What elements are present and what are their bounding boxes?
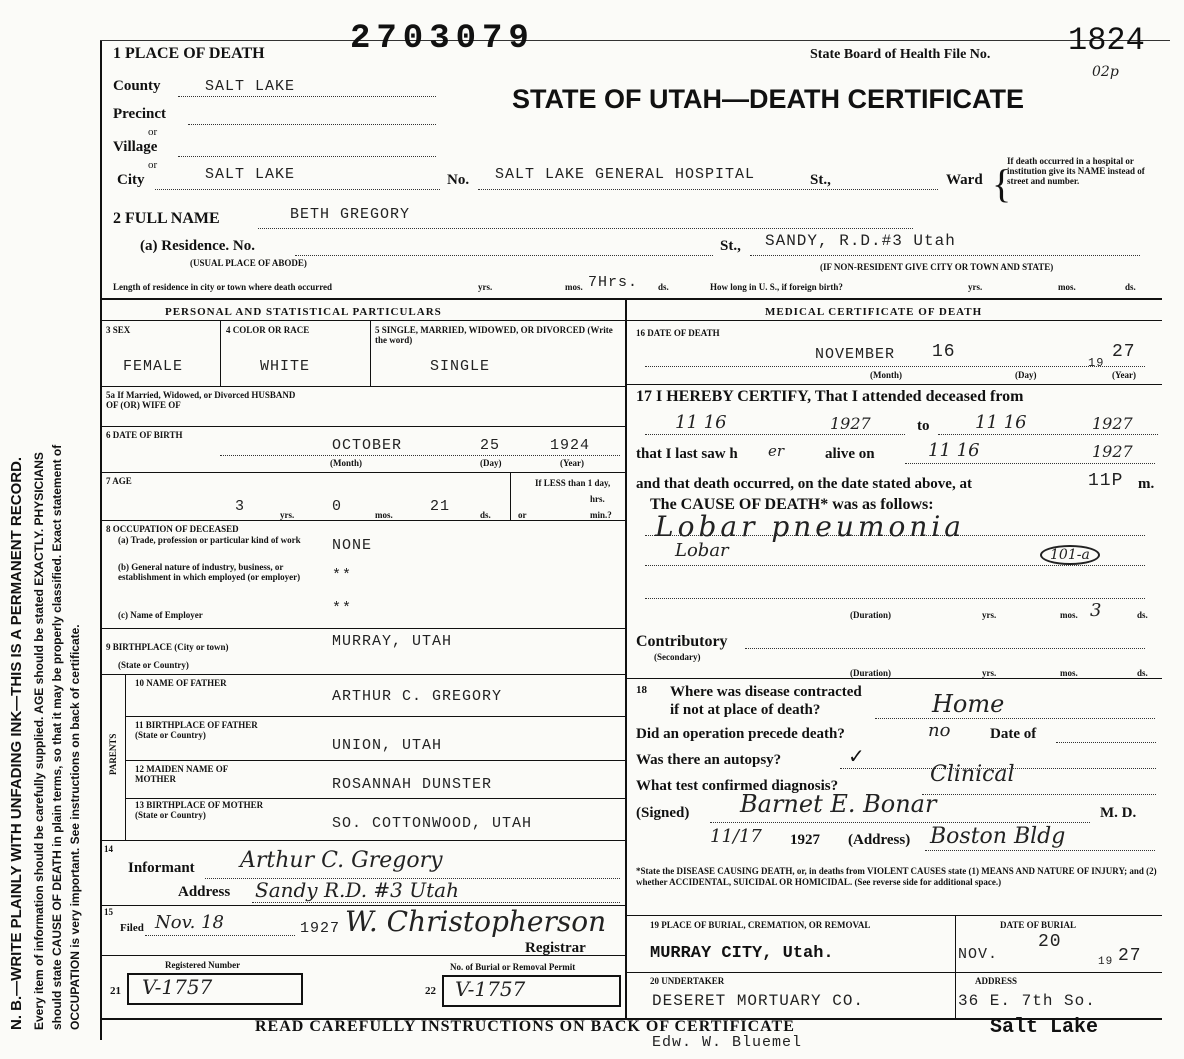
length-of-residence-label: Length of residence in city or town where death occurred xyxy=(113,282,333,292)
burial-day: 20 xyxy=(1038,932,1062,952)
sidebar-line-4: OCCUPATION is very important. See instructions on back of certificate. xyxy=(68,624,82,1030)
color-value: WHITE xyxy=(260,358,311,375)
document-title: STATE OF UTAH—DEATH CERTIFICATE xyxy=(512,84,1024,114)
violent-cause-note: *State the DISEASE CAUSING DEATH, or, in deaths from VIOLENT CAUSES state (1) MEANS AND NATURE OF INJURY; and (2) whether ACCIDENTAL, SUICIDAL OR HOMICIDAL. (See reverse side for additional space.) xyxy=(636,866,1157,887)
file-number: 1824 xyxy=(1068,22,1145,59)
attend-to: 11 16 xyxy=(975,412,1027,433)
sidebar-line-3: should state CAUSE OF DEATH in plain terms, so that it may be properly classified. Exact statement of xyxy=(50,444,64,1030)
operation-value: no xyxy=(928,720,951,741)
physician-address: Boston Bldg xyxy=(930,824,1066,849)
signed-date: 11/17 xyxy=(710,826,762,847)
ward-label: Ward xyxy=(946,172,983,188)
cause-of-death: Lobar pneumonia xyxy=(655,510,966,543)
residence-value: SANDY, R.D.#3 Utah xyxy=(765,232,956,250)
frame-top xyxy=(100,40,1170,41)
burial-month: NOV. xyxy=(958,946,999,963)
test-value: Clinical xyxy=(930,762,1015,787)
registered-number: V-1757 xyxy=(142,975,213,999)
full-name-label: 2 FULL NAME xyxy=(113,210,220,227)
contributory-label: Contributory xyxy=(636,633,728,650)
mother-birthplace-value: SO. COTTONWOOD, UTAH xyxy=(332,815,533,832)
autopsy-value: ✓ xyxy=(848,746,865,768)
frame-left xyxy=(100,40,102,1040)
parents-label: PARENTS xyxy=(108,733,118,775)
mother-value: ROSANNAH DUNSTER xyxy=(332,776,493,793)
certificate-number: 2703079 xyxy=(350,20,535,58)
county-value: SALT LAKE xyxy=(205,78,296,95)
date-of-death-day: 16 xyxy=(932,342,956,362)
medical-heading: MEDICAL CERTIFICATE OF DEATH xyxy=(765,306,983,318)
registrar-signature: W. Christopherson xyxy=(345,905,607,938)
personal-heading: PERSONAL AND STATISTICAL PARTICULARS xyxy=(165,306,442,318)
registrar-label: Registrar xyxy=(525,940,586,956)
filed-date: Nov. 18 xyxy=(155,912,224,933)
undertaker-city: Salt Lake xyxy=(990,1016,1099,1039)
precinct-label: Precinct xyxy=(113,106,167,122)
undertaker-address: 36 E. 7th So. xyxy=(958,992,1096,1010)
section-divider xyxy=(100,298,1162,300)
county-label: County xyxy=(113,78,161,94)
dob-year: 1924 xyxy=(550,437,591,454)
footer-instructions: READ CAREFULLY INSTRUCTIONS ON BACK OF CERTIFICATE xyxy=(255,1018,795,1035)
sidebar-line-1: N. B.—WRITE PLAINLY WITH UNFADING INK—THIS IS A PERMANENT RECORD. xyxy=(8,456,25,1030)
age-months: 0 xyxy=(332,498,343,515)
sidebar-instructions xyxy=(0,40,95,1040)
birthplace-value: MURRAY, UTAH xyxy=(332,633,453,650)
father-birthplace-value: UNION, UTAH xyxy=(332,737,443,754)
undertaker-value: DESERET MORTUARY CO. xyxy=(652,992,865,1010)
informant-address-value: Sandy R.D. #3 Utah xyxy=(255,878,459,902)
informant-value: Arthur C. Gregory xyxy=(240,848,443,873)
death-certificate: N. B.—WRITE PLAINLY WITH UNFADING INK—THIS IS A PERMANENT RECORD. Every item of information should be carefully supplied. AGE should be stated EXACTLY. PHYSICIANS should state CAUSE OF DEATH in plain terms, so that it may be properly classified. Exact statement of OCCUPATION is very important. See instructions on back of certificate. 1 PLACE OF DEATH 2703079 State Board of Health File No. 1824 02p STATE OF UTAH—DEATH CERTIFICATE County SALT LAKE Precinct or Village or City SALT LAKE No. SALT LAKE GENERAL HOSPITAL St., Ward { If death occurred in a hospital or institution give its NAME instead of street and number. 2 FULL NAME BETH GREGORY (a) Residence. No. (USUAL PLACE OF ABODE) St., SANDY, R.D.#3 Utah (IF NON-RESIDENT GIVE CITY OR TOWN AND STATE) Length of residence in city or town where death occurred yrs. mos. 7Hrs. ds. How long in U. S., if foreign birth? yrs. mos. ds. PERSONAL AND STATISTICAL PARTICULARS 3 SEX FEMALE 4 COLOR OR RACE WHITE 5 SINGLE, MARRIED, WIDOWED, OR DIVORCED (Write the word) SINGLE 5a If Married, Widowed, or Divorced HUSBAND OF (OR) WIFE OF 6 DATE OF BIRTH OCTOBER 25 1924 (Month) (Day) (Year) 7 AGE 3 yrs. 0 mos. 21 ds. If LESS than 1 day, hrs. or min.? 8 OCCUPATION OF DECEASED (a) Trade, profession or particular kind of work NONE (b) General nature of industry, business, or establishment in which employed (or employer) ** (c) Name of Employer ** 9 BIRTHPLACE (City or town) MURRAY, UTAH (State or Country) PARENTS 10 NAME OF FATHER ARTHUR C. GREGORY 11 BIRTHPLACE OF FATHER (State or Country) UNION, UTAH 12 MAIDEN NAME OF MOTHER ROSANNAH DUNSTER 13 BIRTHPLACE OF MOTHER (State or Country) SO. COTTONWOOD, UTAH 14 Informant Arthur C. Gregory Address Sandy R.D. #3 Utah 15 Filed Nov. 18 1927 W. Christopherson Registrar Registered Number 21 V-1757 No. of Burial or Removal Permit 22 V-1757 MEDICAL CERTIFICATE OF DEATH 16 DATE OF DEATH NOVEMBER 16 19 27 (Month) (Day) (Year) 17 I HEREBY CERTIFY, That I attended deceased from 11 16 1927 to 11 16 1927 that I last saw h er alive on 11 16 1927 and that death occurred, on the date stated above, at 11P m. The CAUSE OF DEATH* was as follows: Lobar pneumonia Lobar 101-a (Duration) yrs. mos. 3 ds. Contributory (Secondary) (Duration) yrs. mos. ds. 18 Where was disease contracted if not at place of death? Home Did an operation precede death? no Date of Was there an autopsy? ✓ What test confirmed diagnosis? Clinical (Signed) Barnet E. Bonar M. D. 11/17 1927 (Address) Boston Bldg *State the DISEASE CAUSING DEATH, or, in deaths from VIOLENT CAUSES state (1) MEANS AND NATURE OF INJURY; and (2) whether ACCIDENTAL, SUICIDAL OR HOMICIDAL. (See reverse side for additional space.) 19 PLACE OF BURIAL, CREMATION, OR REMOVAL MURRAY CITY, Utah. DATE OF BURIAL NOV. 20 19 27 20 UNDERTAKER DESERET MORTUARY CO. ADDRESS 36 E. 7th So. READ CAREFULLY INSTRUCTIONS ON BACK OF CERTIFICATE Salt Lake Edw. W. Bluemel xyxy=(0,0,1184,1059)
certify-label: 17 I HEREBY CERTIFY, That I attended deceased from xyxy=(636,388,1024,405)
place-of-death-label: 1 PLACE OF DEATH xyxy=(113,45,265,62)
physician-signature: Barnet E. Bonar xyxy=(740,790,937,818)
duration-months: 3 xyxy=(1090,600,1102,621)
dob-month: OCTOBER xyxy=(332,437,403,454)
date-of-death-year: 27 xyxy=(1112,342,1136,362)
column-divider xyxy=(625,298,627,1018)
burial-year: 27 xyxy=(1118,946,1142,966)
contracted-value: Home xyxy=(932,690,1005,718)
informant-address-label: Address xyxy=(178,884,231,900)
ward-note: If death occurred in a hospital or institution give its NAME instead of street and number. xyxy=(1007,156,1145,186)
file-note: 02p xyxy=(1092,64,1119,80)
dob-day: 25 xyxy=(480,437,501,454)
informant-label: Informant xyxy=(128,860,195,876)
cause-label: The CAUSE OF DEATH* was as follows: xyxy=(650,496,934,513)
length-value: 7Hrs. xyxy=(588,274,639,291)
date-of-death-month: NOVEMBER xyxy=(815,346,896,363)
file-number-label: State Board of Health File No. xyxy=(810,47,991,62)
last-saw-date: 11 16 xyxy=(928,440,980,461)
cause-code: 101-a xyxy=(1040,545,1100,565)
no-label: No. xyxy=(447,172,470,188)
time-of-death: 11P xyxy=(1088,471,1124,491)
occupation-value: NONE xyxy=(332,537,373,554)
sidebar-line-2: Every item of information should be carefully supplied. AGE should be stated EXACTLY. PHYSICIANS xyxy=(32,452,46,1030)
age-days: 21 xyxy=(430,498,451,515)
full-name-value: BETH GREGORY xyxy=(290,206,411,223)
city-value: SALT LAKE xyxy=(205,166,296,183)
marital-value: SINGLE xyxy=(430,358,491,375)
permit-number: V-1757 xyxy=(455,977,526,1001)
age-years: 3 xyxy=(235,498,246,515)
sex-value: FEMALE xyxy=(123,358,184,375)
hospital-value: SALT LAKE GENERAL HOSPITAL xyxy=(495,166,756,183)
footer-signer: Edw. W. Bluemel xyxy=(652,1034,803,1051)
residence-label: (a) Residence. No. xyxy=(140,238,255,254)
city-label: City xyxy=(117,172,145,188)
filed-year: 1927 xyxy=(300,920,341,937)
father-value: ARTHUR C. GREGORY xyxy=(332,688,503,705)
burial-place: MURRAY CITY, Utah. xyxy=(650,944,834,963)
village-label: Village xyxy=(113,139,158,155)
attend-from: 11 16 xyxy=(675,412,727,433)
